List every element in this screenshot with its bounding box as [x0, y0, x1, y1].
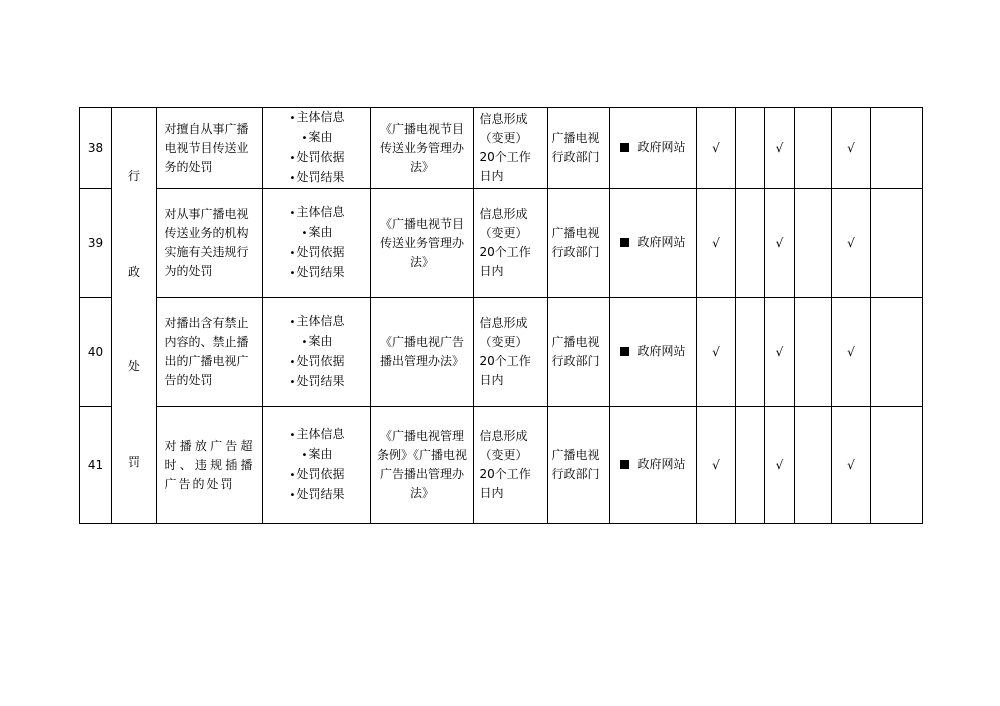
basis-cell [371, 108, 474, 189]
list-item: •主体信息 [289, 110, 345, 124]
channel-cell [610, 407, 697, 524]
content-cell [263, 407, 371, 524]
time-cell [474, 108, 548, 189]
table-row [80, 189, 923, 298]
empty-cell [795, 298, 832, 407]
empty-cell [795, 108, 832, 189]
dept-text: 广播电视行政部门 [551, 131, 600, 164]
content-list [288, 203, 344, 283]
list-item: •主体信息 [289, 314, 345, 328]
list-item: •处罚依据 [289, 467, 345, 481]
time-text: 信息形成（变更）20个工作日内 [479, 207, 531, 278]
square-bullet-icon [620, 143, 629, 152]
basis-text: 《广播电视节目传送业务管理办法》 [379, 216, 464, 269]
empty-cell [795, 407, 832, 524]
check-mark: √ [697, 407, 736, 524]
dept-text: 广播电视行政部门 [551, 448, 600, 481]
item-name: 对播放广告超时、违规插播广告的处罚 [164, 438, 255, 491]
check-mark: √ [765, 407, 795, 524]
empty-cell [736, 189, 765, 298]
channel-cell [610, 189, 697, 298]
dept-cell [548, 407, 610, 524]
dept-cell [548, 189, 610, 298]
check-mark: √ [697, 298, 736, 407]
time-cell [474, 189, 548, 298]
row-number: 41 [80, 407, 112, 524]
dept-cell [548, 108, 610, 189]
category-char: 政 [127, 265, 140, 279]
basis-text: 《广播电视管理条例》《广播电视广告播出管理办法》 [376, 429, 467, 500]
square-bullet-icon [620, 347, 629, 356]
table-row [80, 298, 923, 407]
channel-text: 政府网站 [637, 235, 686, 249]
check-mark: √ [832, 108, 871, 189]
channel-cell [610, 108, 697, 189]
list-item: •处罚依据 [289, 245, 345, 259]
empty-cell [871, 189, 923, 298]
list-item: •处罚依据 [289, 150, 345, 164]
category-char: 行 [127, 169, 140, 183]
empty-cell [871, 407, 923, 524]
category-char: 处 [127, 359, 140, 373]
item-cell [157, 189, 263, 298]
item-cell [157, 298, 263, 407]
table-row [80, 407, 923, 524]
list-item: •处罚结果 [289, 374, 345, 388]
row-number: 38 [80, 108, 112, 189]
empty-cell [736, 407, 765, 524]
disclosure-table [79, 107, 923, 524]
check-mark: √ [697, 108, 736, 189]
dept-cell [548, 298, 610, 407]
item-name: 对播出含有禁止内容的、禁止播出的广播电视广告的处罚 [164, 316, 249, 387]
empty-cell [795, 189, 832, 298]
time-text: 信息形成（变更）20个工作日内 [479, 112, 531, 183]
channel-cell [610, 298, 697, 407]
square-bullet-icon [620, 238, 629, 247]
content-cell [263, 189, 371, 298]
list-item: •处罚依据 [289, 354, 345, 368]
check-mark: √ [832, 298, 871, 407]
basis-text: 《广播电视节目传送业务管理办法》 [379, 121, 464, 174]
square-bullet-icon [620, 460, 629, 469]
content-cell [263, 298, 371, 407]
item-cell [157, 108, 263, 189]
list-item: •案由 [301, 225, 333, 239]
time-text: 信息形成（变更）20个工作日内 [479, 429, 531, 500]
basis-cell [371, 298, 474, 407]
empty-cell [871, 298, 923, 407]
basis-cell [371, 407, 474, 524]
content-list [288, 425, 344, 505]
list-item: •处罚结果 [289, 265, 345, 279]
dept-text: 广播电视行政部门 [551, 335, 600, 368]
item-name: 对擅自从事广播电视节目传送业务的处罚 [164, 121, 249, 174]
check-mark: √ [765, 298, 795, 407]
time-cell [474, 407, 548, 524]
category-cell [112, 108, 157, 524]
dept-text: 广播电视行政部门 [551, 226, 600, 259]
row-number: 39 [80, 189, 112, 298]
empty-cell [736, 108, 765, 189]
time-text: 信息形成（变更）20个工作日内 [479, 316, 531, 387]
content-cell [263, 108, 371, 189]
list-item: •处罚结果 [289, 487, 345, 501]
check-mark: √ [765, 108, 795, 189]
item-cell [157, 407, 263, 524]
list-item: •案由 [301, 334, 333, 348]
item-name: 对从事广播电视传送业务的机构实施有关违规行为的处罚 [164, 207, 249, 278]
channel-text: 政府网站 [637, 457, 686, 471]
empty-cell [871, 108, 923, 189]
category-char: 罚 [127, 455, 140, 469]
channel-text: 政府网站 [637, 140, 686, 154]
content-list [288, 108, 344, 188]
row-number: 40 [80, 298, 112, 407]
list-item: •案由 [301, 130, 333, 144]
check-mark: √ [832, 407, 871, 524]
time-cell [474, 298, 548, 407]
check-mark: √ [832, 189, 871, 298]
list-item: •主体信息 [289, 205, 345, 219]
basis-text: 《广播电视广告播出管理办法》 [379, 335, 464, 368]
channel-text: 政府网站 [637, 344, 686, 358]
content-list [288, 312, 344, 392]
list-item: •处罚结果 [289, 170, 345, 184]
basis-cell [371, 189, 474, 298]
check-mark: √ [697, 189, 736, 298]
list-item: •案由 [301, 447, 333, 461]
check-mark: √ [765, 189, 795, 298]
empty-cell [736, 298, 765, 407]
table-row [80, 108, 923, 189]
list-item: •主体信息 [289, 427, 345, 441]
